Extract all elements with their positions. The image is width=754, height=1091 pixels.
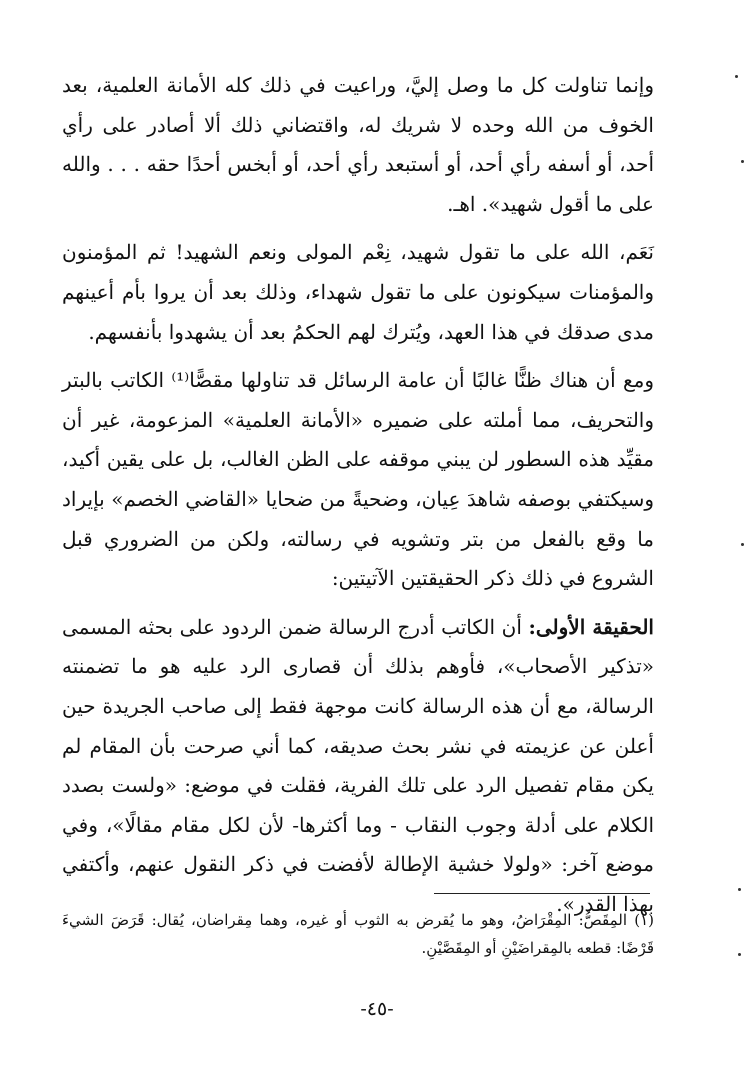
- paragraph-2: نَعَم، الله على ما تقول شهيد، نِعْم المولى ونعم الشهيد! ثم المؤمنون والمؤمنات سيكونون على ما تقول شهداء، وذلك بعد أن يروا بأم أعينهم مدى صدقك في هذا العهد، ويُترك لهم الحكمُ بعد أن يشهدوا بأنفسهم.: [62, 240, 654, 344]
- footnote: (١) المِقَصُّ: المِقْرَاضُ، وهو ما يُقرض به الثوب أو غيره، وهما مِقراضان، يُقال: قَرَضَ الشيءَ قَرْضًا: قطعه بالمِقراضَيْنِ أو المِقَصَّيْنِ.: [62, 911, 654, 957]
- paragraph-1: وإنما تناولت كل ما وصل إليَّ، وراعيت في ذلك كله الأمانة العلمية، بعد الخوف من الله وحده لا شريك له، واقتضاني ذلك ألا أصادر على رأي أحد، أو أسفه رأي أحد، أو أستبعد رأي أحد، أو أبخس أحدًا حقه . . . والله على ما أقول شهيد». اهـ.: [62, 73, 654, 216]
- margin-mark: [735, 75, 738, 78]
- margin-mark: [741, 160, 744, 163]
- margin-mark: [738, 953, 741, 956]
- page-body: [62, 66, 654, 924]
- page-number: -٤٥-: [360, 998, 394, 1020]
- margin-mark: [738, 888, 741, 891]
- fact-heading: الحقيقة الأولى:: [528, 614, 654, 639]
- footnote-separator: [434, 893, 650, 894]
- fact-text: أن الكاتب أدرج الرسالة ضمن الردود على بحثه المسمى «تذكير الأصحاب»، فأوهم بذلك أن قصارى الرد عليه هو ما تضمنته الرسالة، مع أن هذه الرسالة كانت موجهة فقط إلى صاحب الجريدة حين أعلن عن عزيمته في نشر بحث صديقه، كما أني صرحت بأن المقام لم يكن مقام تفصيل الرد على تلك الفرية، فقلت في موضع: «ولست بصدد الكلام على أدلة وجوب النقاب - وما أكثرها- لأن لكل مقام مقالًا»، وفي موضع آخر: «ولولا خشية الإطالة لأفضت في ذكر النقول عنهم، وأكتفي بهذا القدر».: [62, 614, 654, 916]
- paragraph-3: ومع أن هناك ظنًّا غالبًا أن عامة الرسائل قد تناولها مقصًّا⁽¹⁾ الكاتب بالبتر والتحريف، مما أملته على ضميره «الأمانة العلمية» المزعومة، غير أن مقيِّد هذه السطور لن يبني موقفه على الظن الغالب، بل على يقين أكيد، وسيكتفي بوصفه شاهدَ عِيان، وضحيةً من ضحايا «القاضي الخصم» بإيراد ما وقع بالفعل من بتر وتشويه في رسالته، ولكن من الضروري قبل الشروع في ذلك ذكر الحقيقتين الآتيتين:: [62, 368, 654, 591]
- paragraph-4: [62, 608, 654, 925]
- margin-mark: [741, 543, 744, 546]
